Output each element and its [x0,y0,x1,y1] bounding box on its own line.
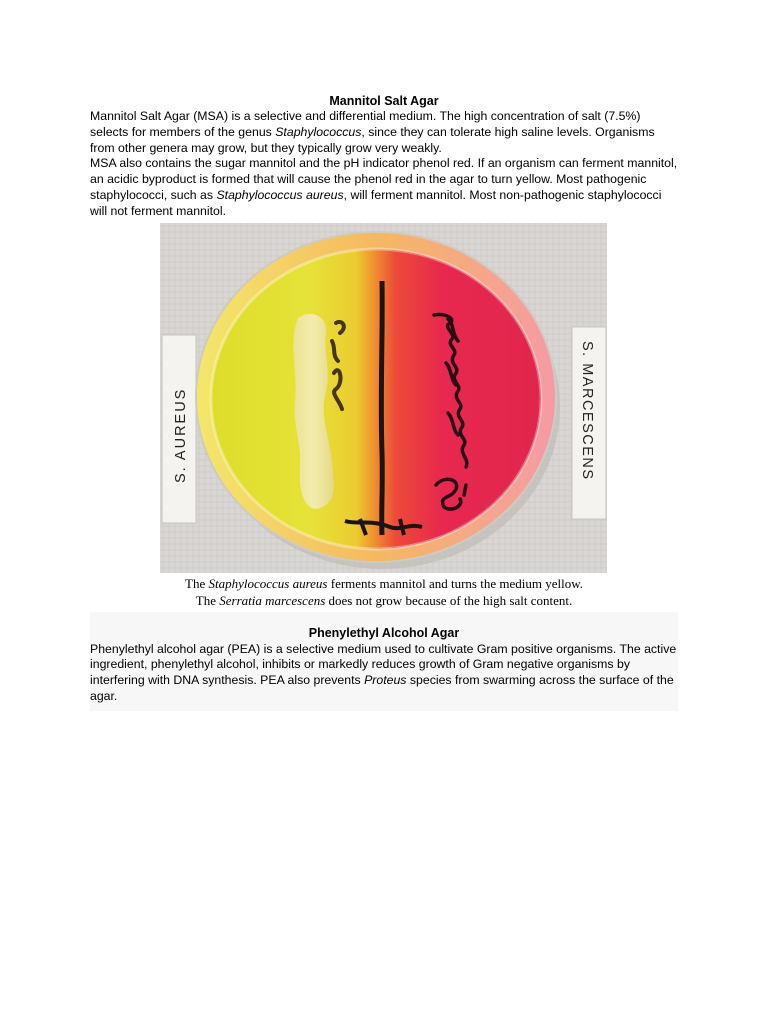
document-page [90,94,678,711]
caption-species-marcescens: Serratia marcescens [219,593,326,609]
label-s-marcescens: S. MARCESCENS [579,340,595,481]
petri-dish-illustration [160,223,607,573]
caption-line-2 [90,592,678,610]
msa-plate-photo [160,223,607,573]
caption-1-text: The [185,575,209,591]
msa-p2-text: MSA also contains the sugar mannitol and the pH indicator phenol red. If an organism can ferment mannitol, an acidic byproduct is formed that will cause the phenol red in the agar to turn yellow. Most pathogenic staphylococci, such as [90,156,678,202]
dividing-line [381,281,382,535]
label-s-aureus: S. AUREUS [173,387,189,483]
caption-line-1 [90,575,678,593]
caption-species-aureus: Staphylococcus aureus [208,575,328,591]
genus-staphylococcus: Staphylococcus [275,124,362,139]
label-right-tag [572,327,606,519]
species-s-aureus: Staphylococcus aureus [216,187,344,202]
msa-paragraph-1 [90,109,678,156]
caption-2-text: The [195,593,220,609]
pea-section [90,612,678,711]
msa-title: Mannitol Salt Agar [329,94,439,108]
pea-text: Phenylethyl alcohol agar (PEA) is a selective medium used to cultivate Gram positive organisms. The active ingredient, phenylethyl alcohol, inhibits or markedly reduces growth of Gram negative organisms by interfering with DNA synthesis. PEA also prevents [90,641,677,688]
msa-p2-text-end: , will ferment mannitol. Most non-pathogenic staphylococci will not ferment mannitol. [90,187,662,218]
caption-2-text-end: does not grow because of the high salt content. [325,593,573,609]
pea-text-end: species from swarming across the surface of the agar. [90,673,674,703]
msa-p1-text-end: , since they can tolerate high saline levels. Organisms from other genera may grow, but they typically grow very weakly. [90,124,655,155]
caption-1-text-end: ferments mannitol and turns the medium yellow. [327,575,583,591]
pea-paragraph [90,642,678,705]
msa-paragraph-2 [90,156,678,219]
genus-proteus: Proteus [364,673,407,688]
pea-title: Phenylethyl Alcohol Agar [308,625,460,640]
msa-p1-text: Mannitol Salt Agar (MSA) is a selective and differential medium. The high concentration of salt (7.5%) selects for members of the genus [90,109,641,139]
figure-caption [90,575,678,610]
label-left-tag [162,335,196,523]
